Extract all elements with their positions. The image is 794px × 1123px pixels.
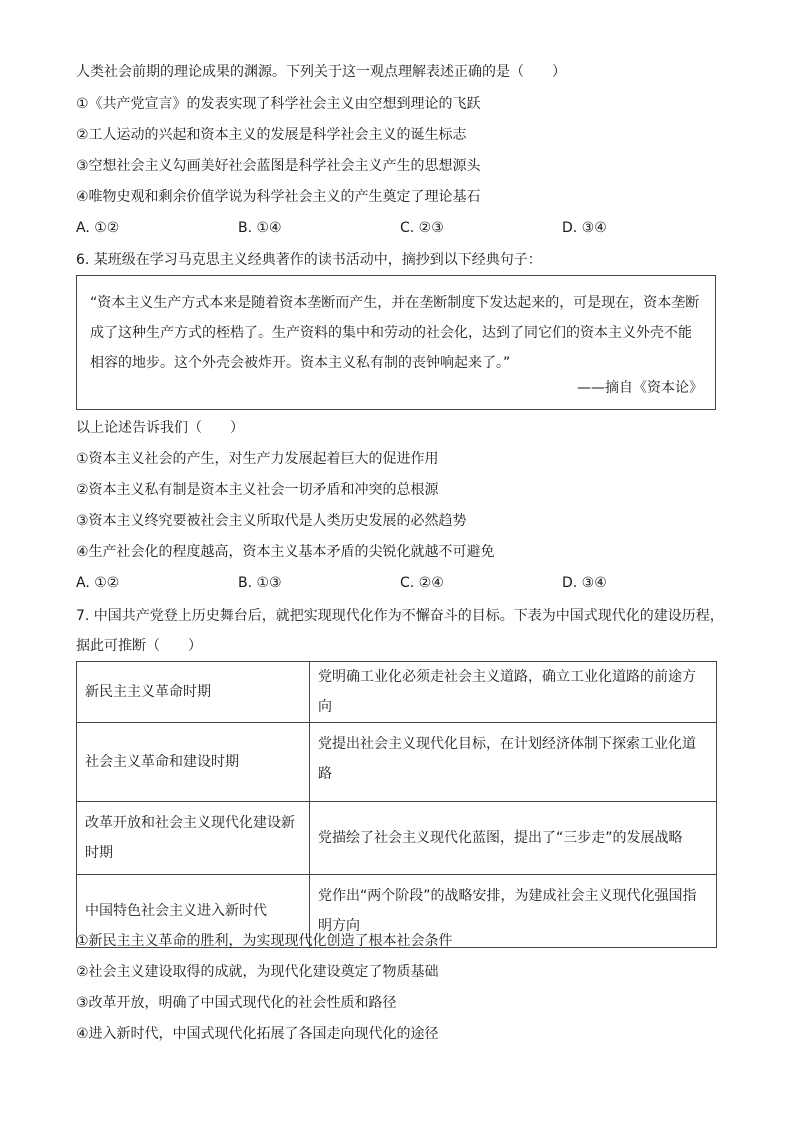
q5-item-1: ①《共产党宣言》的发表实现了科学社会主义由空想到理论的飞跃	[76, 96, 481, 112]
q5-option-a[interactable]: A. ①②	[76, 220, 120, 236]
q6-item-4: ④生产社会化的程度越高，资本主义基本矛盾的尖锐化就越不可避免	[76, 544, 495, 560]
table-row	[77, 802, 717, 875]
q6-option-b[interactable]: B. ①③	[238, 575, 282, 591]
table-cell-period: 改革开放和社会主义现代化建设新时期	[77, 802, 310, 875]
q7-item-3: ③改革开放，明确了中国式现代化的社会性质和路径	[76, 995, 397, 1011]
q6-item-1: ①资本主义社会的产生，对生产力发展起着巨大的促进作用	[76, 451, 439, 467]
table-cell-period: 中国特色社会主义进入新时代	[77, 875, 310, 948]
table-cell-period: 新民主主义革命时期	[77, 662, 310, 723]
table-cell-description: 党作出“两个阶段”的战略安排，为建成社会主义现代化强国指明方向	[310, 875, 717, 948]
q5-option-c[interactable]: C. ②③	[400, 220, 444, 236]
q6-item-3: ③资本主义终究要被社会主义所取代是人类历史发展的必然趋势	[76, 513, 467, 529]
q7-item-4: ④进入新时代，中国式现代化拓展了各国走向现代化的途径	[76, 1026, 439, 1042]
q6-quote-text: “资本主义生产方式本来是随着资本垄断而产生，并在垄断制度下发达起来的，可是现在，资本垄断成了这种生产方式的桎梏了。生产资料的集中和劳动的社会化，达到了同它们的资本主义外壳不能相容的地步。这个外壳会被炸开。资本主义私有制的丧钟响起来了。”	[90, 295, 700, 371]
q6-option-a[interactable]: A. ①②	[76, 575, 120, 591]
q6-options	[76, 573, 716, 593]
table-row	[77, 723, 717, 802]
q7-item-2: ②社会主义建设取得的成就，为现代化建设奠定了物质基础	[76, 964, 439, 980]
table-cell-description: 党描绘了社会主义现代化蓝图，提出了“三步走”的发展战略	[310, 802, 717, 875]
q7-item-1: ①新民主主义革命的胜利，为实现现代化创造了根本社会条件	[76, 933, 453, 949]
q7-stem-line-1: 7. 中国共产党登上历史舞台后，就把实现现代化作为不懈奋斗的目标。下表为中国式现代化的建设历程，	[76, 608, 724, 624]
q6-stem: 6. 某班级在学习马克思主义经典著作的读书活动中，摘抄到以下经典句子：	[76, 252, 542, 268]
table-cell-description: 党提出社会主义现代化目标，在计划经济体制下探索工业化道路	[310, 723, 717, 802]
q6-option-c[interactable]: C. ②④	[400, 575, 444, 591]
q5-option-d[interactable]: D. ③④	[562, 220, 607, 236]
q5-item-2: ②工人运动的兴起和资本主义的发展是科学社会主义的诞生标志	[76, 127, 467, 143]
q5-item-3: ③空想社会主义勾画美好社会蓝图是科学社会主义产生的思想源头	[76, 158, 481, 174]
q5-options	[76, 218, 716, 238]
q5-item-4: ④唯物史观和剩余价值学说为科学社会主义的产生奠定了理论基石	[76, 189, 481, 205]
q6-quote-box	[76, 275, 716, 410]
table-row	[77, 662, 717, 723]
q7-stem-line-2: 据此可推断（ ）	[76, 638, 202, 654]
q6-item-2: ②资本主义私有制是资本主义社会一切矛盾和冲突的总根源	[76, 482, 439, 498]
q5-stem-continuation: 人类社会前期的理论成果的渊源。下列关于这一观点理解表述正确的是（ ）	[76, 64, 566, 80]
q5-option-b[interactable]: B. ①④	[238, 220, 282, 236]
q6-option-d[interactable]: D. ③④	[562, 575, 607, 591]
q7-history-table	[76, 661, 717, 948]
table-cell-description: 党明确工业化必须走社会主义道路，确立工业化道路的前途方向	[310, 662, 717, 723]
table-cell-period: 社会主义革命和建设时期	[77, 723, 310, 802]
q6-prompt: 以上论述告诉我们（ ）	[76, 420, 244, 436]
q6-quote-source: ——摘自《资本论》	[577, 380, 703, 396]
